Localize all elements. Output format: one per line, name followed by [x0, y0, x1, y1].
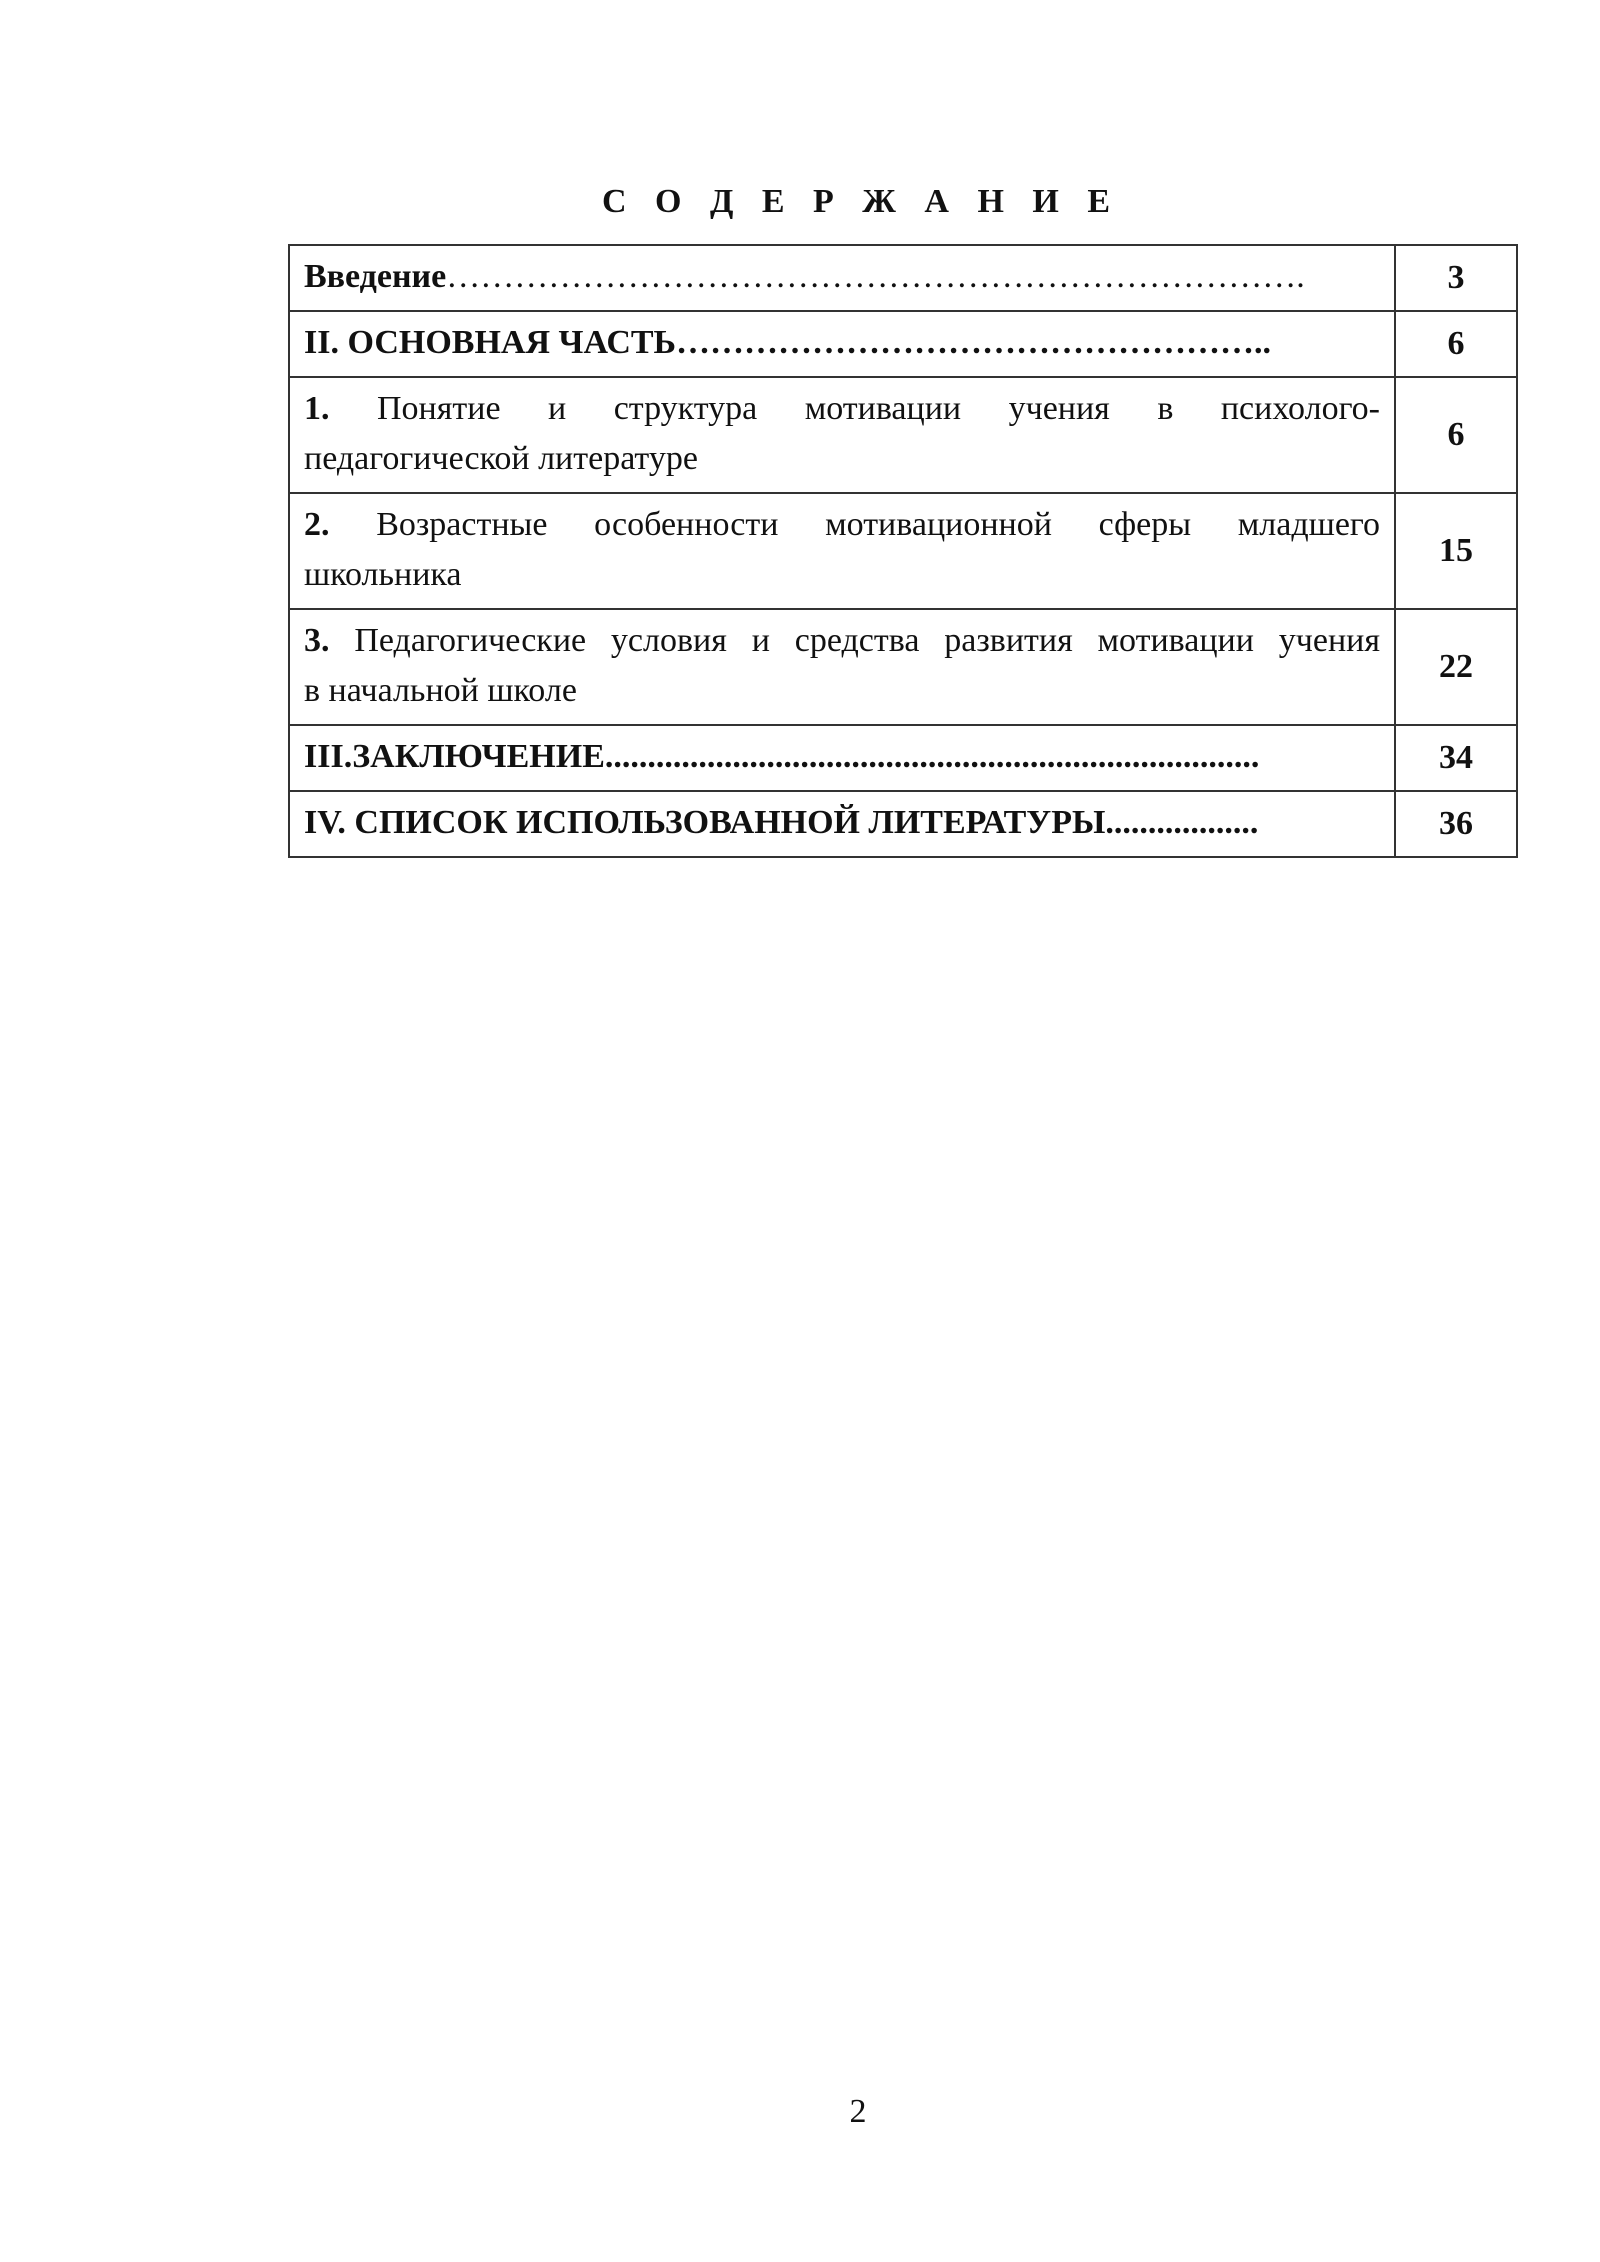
toc-entry-line-1: Понятие и структура мотивации учения в психолого-	[377, 390, 1380, 427]
toc-page-number: 6	[1395, 377, 1517, 493]
toc-entry-text[interactable]	[290, 792, 1394, 856]
toc-entry-cell	[289, 609, 1395, 725]
toc-row-references	[289, 791, 1517, 857]
page-number: 2	[849, 2093, 867, 2130]
toc-entry-text[interactable]	[290, 610, 1394, 724]
toc-row-main-part	[289, 311, 1517, 377]
toc-entry-cell	[289, 791, 1395, 857]
table-of-contents	[288, 244, 1518, 858]
toc-entry-label: III.ЗАКЛЮЧЕНИЕ	[304, 738, 605, 775]
toc-row-section-2	[289, 493, 1517, 609]
toc-entry-cell	[289, 725, 1395, 791]
toc-entry-line-2: педагогической литературе	[304, 440, 698, 477]
toc-entry-text[interactable]	[290, 494, 1394, 608]
toc-entry-text[interactable]	[290, 312, 1394, 376]
toc-leader-dots: .............................................................................	[604, 738, 1260, 775]
toc-row-section-1	[289, 377, 1517, 493]
toc-page-number: 34	[1395, 725, 1517, 791]
toc-entry-label: Введение	[304, 258, 447, 295]
toc-entry-number: 3.	[304, 622, 330, 659]
toc-page-number: 22	[1395, 609, 1517, 725]
toc-page-number: 36	[1395, 791, 1517, 857]
toc-entry-number: 1.	[304, 390, 330, 427]
toc-entry-cell	[289, 311, 1395, 377]
toc-page-number: 6	[1395, 311, 1517, 377]
toc-entry-number: 2.	[304, 506, 330, 543]
toc-entry-label: II. ОСНОВНАЯ ЧАСТЬ	[304, 324, 677, 361]
page-title: С О Д Е Р Ж А Н И Е	[601, 183, 1121, 220]
toc-entry-line-2: в начальной школе	[304, 672, 577, 709]
toc-row-section-3	[289, 609, 1517, 725]
toc-page-number: 15	[1395, 493, 1517, 609]
toc-entry-line-1: Возрастные особенности мотивационной сферы младшего	[376, 506, 1381, 543]
toc-leader-dots: ……………………………………………..	[676, 324, 1272, 361]
toc-page-number: 3	[1395, 245, 1517, 311]
toc-entry-cell	[289, 377, 1395, 493]
toc-entry-line-2: школьника	[304, 556, 462, 593]
toc-leader-dots: ………………………………………………………………….	[446, 258, 1305, 295]
toc-row-conclusion	[289, 725, 1517, 791]
toc-entry-line-1: Педагогические условия и средства развития мотивации учения	[354, 622, 1381, 659]
toc-entry-text[interactable]	[290, 378, 1394, 492]
toc-entry-label: IV. СПИСОК ИСПОЛЬЗОВАННОЙ ЛИТЕРАТУРЫ	[304, 804, 1106, 841]
toc-entry-text[interactable]	[290, 726, 1394, 790]
toc-entry-text[interactable]	[290, 246, 1394, 310]
toc-row-introduction	[289, 245, 1517, 311]
toc-leader-dots: ..................	[1105, 804, 1259, 841]
toc-entry-cell	[289, 245, 1395, 311]
toc-entry-cell	[289, 493, 1395, 609]
